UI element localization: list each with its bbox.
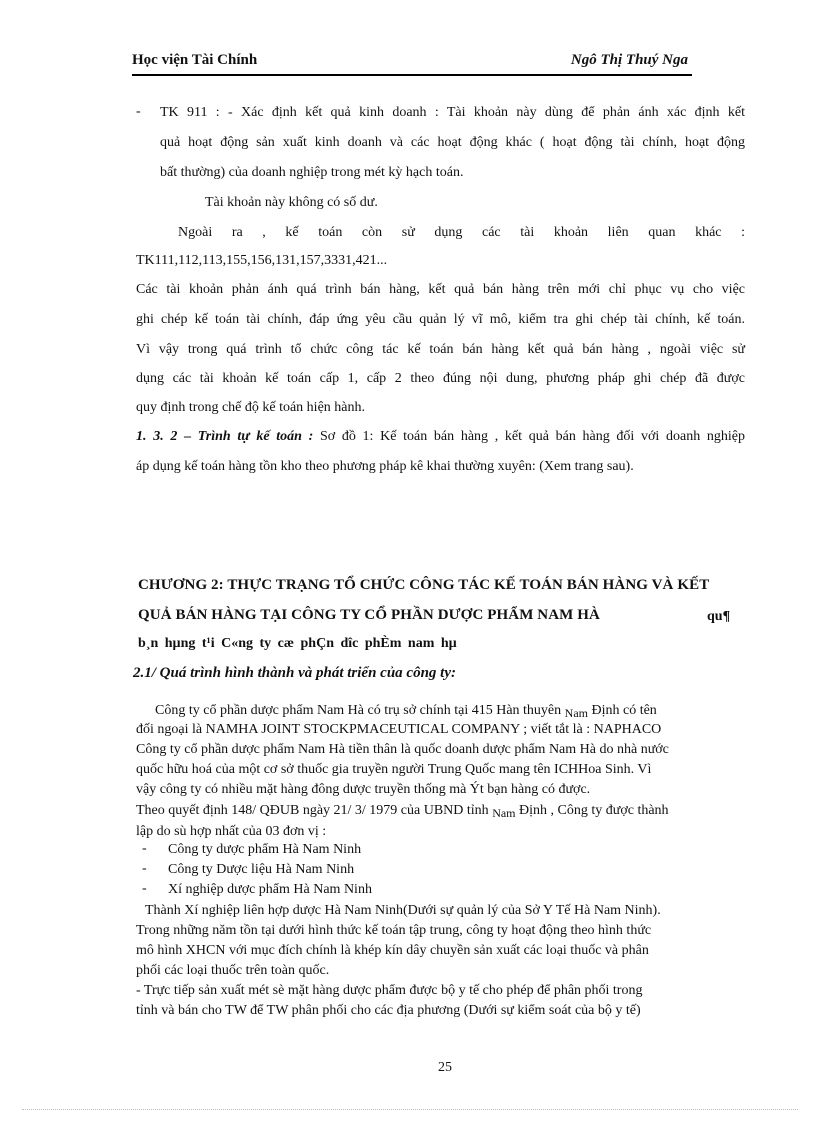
page-bottom-divider — [22, 1109, 798, 1110]
text-line: dụng các tài khoản kế toán cấp 1, cấp 2 theo đúng nội dung, phương pháp ghi chép đã được — [136, 371, 745, 386]
text-line: Trong những năm tồn tại dưới hình thức kế toán tập trung, công ty hoạt động theo hình thức — [136, 923, 652, 938]
text-line: mô hình XHCN với mục đích chính là khép kín dây chuyền sản xuất các loại thuốc và phân — [136, 943, 649, 958]
text-segment: Định có tên — [587, 703, 657, 718]
text-line: tỉnh và bán cho TW để TW phân phối cho các địa phương (Dưới sự kiểm soát của bộ y tế) — [136, 1003, 641, 1018]
text-line: quy định trong chế độ kế toán hiện hành. — [136, 400, 366, 415]
text-line: quốc hữu hoá của một cơ sở thuốc gia truyền người Trung Quốc mang tên ICHHoa Sinh. Vì — [136, 762, 652, 777]
text-segment: Theo quyết định 148/ QĐUB ngày 21/ 3/ 1979 của UBND tỉnh — [136, 803, 493, 818]
text-line: Thành Xí nghiệp liên hợp dược Hà Nam Ninh(Dưới sự quản lý của Sở Y Tế Hà Nam Ninh). — [145, 903, 661, 918]
text-line: Các tài khoản phản ánh quá trình bán hàng, kết quả bán hàng trên mới chỉ phục vụ cho việc — [136, 282, 745, 297]
list-dash: - — [142, 861, 147, 876]
text-line — [155, 700, 657, 721]
text-line: ghi chép kế toán tài chính, đáp ứng yêu cầu quản lý vĩ mô, kiểm tra ghi chép tài chính, kế toán. — [136, 312, 745, 327]
text-line — [136, 800, 669, 821]
sequence-line — [136, 427, 745, 447]
garbled-text: qu¶ — [707, 609, 731, 624]
chapter-title-line1: CHƯƠNG 2: THỰC TRẠNG TỔ CHỨC CÔNG TÁC KẾ TOÁN BÁN HÀNG VÀ KẾT — [138, 577, 710, 593]
text-line: lập do sù hợp nhất của 03 đơn vị : — [136, 824, 327, 839]
section-heading: 2.1/ Quá trình hình thành và phát triển của công ty: — [133, 665, 456, 681]
page-header — [132, 52, 692, 76]
text-line: TK 911 : - Xác định kết quả kinh doanh : Tài khoản này dùng để phản ánh xác định kết — [160, 105, 745, 120]
text-line: - Trực tiếp sản xuất mét sè mặt hàng dược phẩm được bộ y tế cho phép để phân phối trong — [136, 983, 643, 998]
text-line: Công ty cổ phần dược phẩm Nam Hà tiền thân là quốc doanh dược phẩm Nam Hà do nhà nước — [136, 742, 669, 757]
sequence-heading: 1. 3. 2 – Trình tự kế toán : — [136, 429, 314, 444]
page-number: 25 — [438, 1060, 452, 1075]
header-institution: Học viện Tài Chính — [132, 52, 258, 68]
text-line: áp dụng kế toán hàng tồn kho theo phương pháp kê khai thường xuyên: (Xem trang sau). — [136, 459, 634, 474]
list-dash: - — [142, 881, 147, 896]
garbled-heading: b¸n hµng t¹i C«ng ty cæ phÇn dîc phÈm nam hµ — [138, 636, 457, 651]
text-segment: Công ty cổ phần dược phẩm Nam Hà có trụ sở chính tại 415 Hàn thuyên — [155, 703, 565, 718]
list-item: Công ty Dược liệu Hà Nam Ninh — [168, 862, 355, 877]
text-line: quả hoạt động sản xuất kinh doanh và các hoạt động khác ( hoạt động tài chính, hoạt động — [160, 135, 745, 150]
list-item: Công ty dược phẩm Hà Nam Ninh — [168, 842, 362, 857]
text-line: Tài khoản này không có số dư. — [205, 195, 378, 210]
list-dash: - — [142, 841, 147, 856]
header-author: Ngô Thị Thuý Nga — [570, 52, 688, 68]
text-subscript: Nam — [492, 806, 516, 820]
text-line: phối các loại thuốc trên toàn quốc. — [136, 963, 330, 978]
bullet-dash: - — [136, 104, 141, 119]
text-line: bất thường) của doanh nghiệp trong mét kỳ hạch toán. — [160, 165, 464, 180]
text-line: Ngoài ra , kế toán còn sử dụng các tài khoản liên quan khác : — [178, 225, 745, 240]
text-line: vậy công ty có nhiều mặt hàng đông dược truyền thống mà Ýt bạn hàng có được. — [136, 782, 591, 797]
text-segment: Định , Công ty được thành — [515, 803, 669, 818]
chapter-title-line2: QUẢ BÁN HÀNG TẠI CÔNG TY CỔ PHẦN DƯỢC PHẨM NAM HÀ — [138, 607, 600, 623]
text-line: đối ngoại là NAMHA JOINT STOCKPMACEUTICAL COMPANY ; viết tắt là : NAPHACO — [136, 722, 662, 737]
text-line: Vì vậy trong quá trình tổ chức công tác kế toán bán hàng kết quả bán hàng , ngoài việc sử — [136, 342, 745, 357]
sequence-text: Sơ đồ 1: Kế toán bán hàng , kết quả bán hàng đối với doanh nghiệp — [313, 429, 745, 444]
list-item: Xí nghiệp dược phẩm Hà Nam Ninh — [168, 882, 372, 897]
text-line: TK111,112,113,155,156,131,157,3331,421... — [136, 253, 388, 268]
text-subscript: Nam — [564, 706, 588, 720]
